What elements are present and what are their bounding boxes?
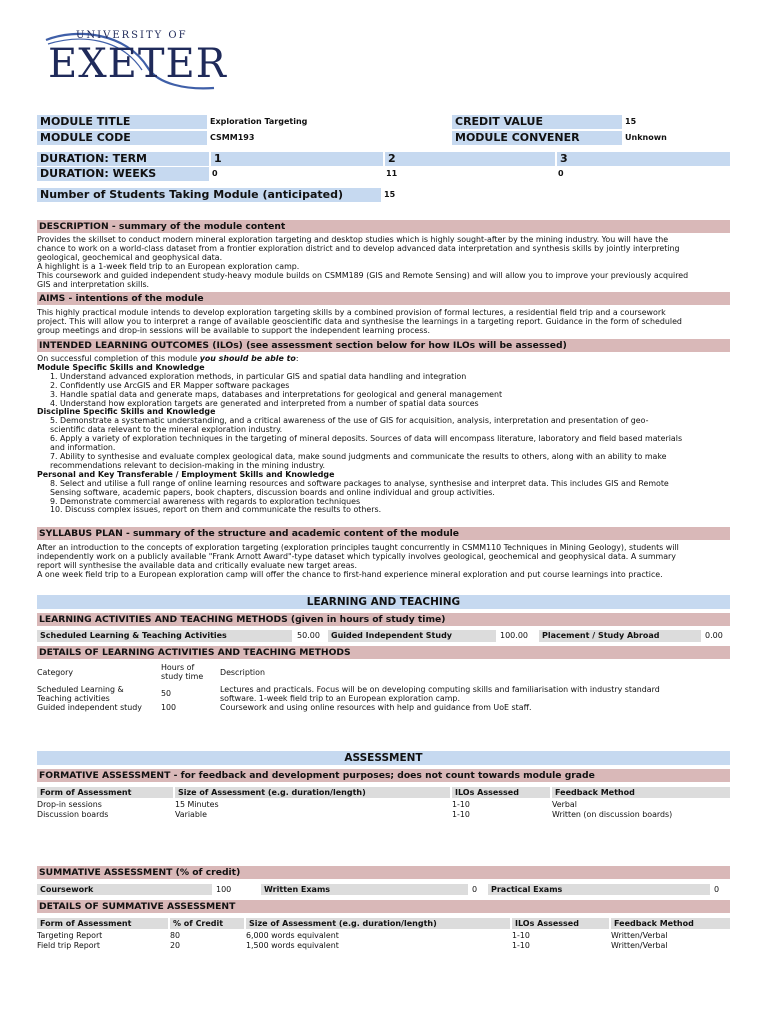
- ilo-item: and information.: [50, 443, 116, 453]
- aims-line: group meetings and drop-in sessions will be available to support the independent learning process.: [37, 325, 431, 335]
- duration-term-label: DURATION: TERM: [37, 152, 209, 166]
- s-col-size: Size of Assessment (e.g. duration/length): [246, 918, 510, 929]
- ilo-item: recommendations relevant to decision-making in the mining industry.: [50, 460, 326, 470]
- students-value: 15: [384, 190, 396, 199]
- credit-value-value: 15: [625, 117, 637, 126]
- syllabus-line: report will synthesise the available data and critically evaluate new target areas.: [37, 560, 358, 570]
- f-row-2-feedback: Written (on discussion boards): [552, 810, 673, 819]
- practical-exams-label: Practical Exams: [488, 884, 710, 895]
- ilos-intro-text: On successful completion of this module: [37, 354, 200, 363]
- ilos-intro-end: :: [295, 354, 299, 363]
- ilos-heading: INTENDED LEARNING OUTCOMES (ILOs) (see assessment section below for how ILOs will be assessed): [37, 339, 730, 352]
- ilos-intro-emphasis: you should be able to: [199, 354, 296, 363]
- f-col-form: Form of Assessment: [37, 787, 173, 798]
- s-col-form: Form of Assessment: [37, 918, 168, 929]
- description-heading: DESCRIPTION - summary of the module content: [37, 220, 730, 233]
- aims-heading: AIMS - intentions of the module: [37, 292, 730, 305]
- term-2: 2: [385, 152, 555, 166]
- s-row-1-size: 6,000 words equivalent: [246, 931, 339, 940]
- la-row-2-category: Guided independent study: [37, 703, 142, 712]
- ilos-text: [37, 355, 730, 515]
- s-row-1-credit: 80: [170, 931, 181, 940]
- la-row-1-category-2: Teaching activities: [37, 694, 110, 703]
- s-col-credit: % of Credit: [170, 918, 244, 929]
- la-row-1-category-1: Scheduled Learning &: [37, 685, 124, 694]
- col-category: Category: [37, 668, 74, 677]
- ilo-item: 8. Select and utilise a full range of online learning resources and software packages to analyse, synthesise and interpret data. This includes GIS and Remote: [50, 478, 669, 488]
- ilo-item: 2. Confidently use ArcGIS and ER Mapper software packages: [50, 380, 290, 390]
- col-description: Description: [220, 668, 265, 677]
- s-row-2-form: Field trip Report: [37, 941, 100, 950]
- learning-details-heading: DETAILS OF LEARNING ACTIVITIES AND TEACHING METHODS: [37, 646, 730, 659]
- aims-text: [37, 309, 730, 336]
- scheduled-value: 50.00: [297, 631, 320, 640]
- description-line: A highlight is a 1-week field trip to an European exploration camp.: [37, 261, 300, 271]
- ilo-item: 6. Apply a variety of exploration techniques in the targeting of mineral deposits. Sources of data will encompass literature, laboratory and field based materials: [50, 434, 683, 444]
- module-title-label: MODULE TITLE: [37, 115, 207, 129]
- la-row-2-desc: Coursework and using online resources with help and guidance from UoE staff.: [220, 703, 532, 712]
- written-exams-value: 0: [472, 885, 478, 894]
- placement-value: 0.00: [705, 631, 723, 640]
- la-row-1-desc-2: software. 1-week field trip to an European exploration camp.: [220, 694, 460, 703]
- s-col-feedback: Feedback Method: [611, 918, 730, 929]
- ilo-item: 9. Demonstrate commercial awareness with regards to exploration techniques: [50, 496, 361, 506]
- module-code-label: MODULE CODE: [37, 131, 207, 145]
- aims-line: project. This will allow you to interpret a range of available geoscientific data and synthesise the learnings in a targeting report. Guidance in the form of scheduled: [37, 316, 682, 326]
- ilo-item: 1. Understand advanced exploration methods, in particular GIS and spatial data handling and integration: [50, 371, 467, 381]
- module-code-value: CSMM193: [210, 133, 255, 142]
- s-col-ilos: ILOs Assessed: [512, 918, 609, 929]
- description-line: Provides the skillset to conduct modern mineral exploration targeting and desktop studies which is highly sought-after by the mining industry. You will have the: [37, 235, 669, 244]
- assessment-heading: ASSESSMENT: [37, 751, 730, 765]
- credit-value-label: CREDIT VALUE: [452, 115, 622, 129]
- students-label: Number of Students Taking Module (anticipated): [37, 188, 381, 202]
- aims-line: This highly practical module intends to develop exploration targeting skills by a combined provision of formal lectures, a residential field trip and a coursework: [37, 308, 666, 317]
- personal-skills-heading: Personal and Key Transferable / Employment Skills and Knowledge: [37, 469, 335, 479]
- s-row-2-ilos: 1-10: [512, 941, 530, 950]
- s-row-2-size: 1,500 words equivalent: [246, 941, 339, 950]
- f-col-ilos: ILOs Assessed: [452, 787, 550, 798]
- description-line: GIS and interpretation skills.: [37, 279, 150, 289]
- ilo-item: 10. Discuss complex issues, report on them and communicate the results to others.: [50, 505, 382, 515]
- syllabus-line: A one week field trip to a European exploration camp will offer the chance to first-hand experience mineral exploration and put course learnings into practice.: [37, 569, 663, 579]
- la-row-2-hours: 100: [161, 703, 177, 712]
- learning-teaching-heading: LEARNING AND TEACHING: [37, 595, 730, 609]
- f-col-feedback: Feedback Method: [552, 787, 730, 798]
- university-logo: [36, 28, 227, 92]
- syllabus-line: independently work on a publicly available "Frank Arnott Award"-type dataset which typically involves geological, geochemical and geophysical data. A summary: [37, 551, 676, 561]
- term-3: 3: [557, 152, 730, 166]
- guided-label: Guided Independent Study: [328, 630, 496, 642]
- learning-activities-heading: LEARNING ACTIVITIES AND TEACHING METHODS (given in hours of study time): [37, 613, 730, 626]
- weeks-2: 11: [386, 169, 398, 178]
- ilo-item: 7. Ability to synthesise and evaluate complex geological data, make sound judgments and communicate the results to others, along with an ability to make: [50, 451, 667, 461]
- module-title-value: Exploration Targeting: [210, 117, 308, 126]
- la-row-1-desc-1: Lectures and practicals. Focus will be on developing computing skills and familiarisation with industry standard: [220, 685, 660, 694]
- description-text: [37, 236, 730, 289]
- f-row-2-form: Discussion boards: [37, 810, 109, 819]
- f-row-2-ilos: 1-10: [452, 810, 470, 819]
- term-1: 1: [211, 152, 383, 166]
- s-row-2-credit: 20: [170, 941, 181, 950]
- s-row-1-form: Targeting Report: [37, 931, 103, 940]
- weeks-3: 0: [558, 169, 564, 178]
- guided-value: 100.00: [500, 631, 528, 640]
- ilo-item: 4. Understand how exploration targets are generated and interpreted from a number of spatial data sources: [50, 398, 479, 408]
- duration-weeks-label: DURATION: WEEKS: [37, 167, 209, 181]
- description-line: geological, geochemical and geophysical data.: [37, 252, 223, 262]
- syllabus-line: After an introduction to the concepts of exploration targeting (exploration principles taught concurrently in CSMM110 Techniques in Mining Geology), students will: [37, 543, 679, 552]
- module-convener-label: MODULE CONVENER: [452, 131, 622, 145]
- ilo-item: 5. Demonstrate a systematic understanding, and a critical awareness of the use of GIS for acquisition, analysis, interpretation and presentation of geo-: [50, 416, 649, 426]
- coursework-label: Coursework: [37, 884, 212, 895]
- syllabus-heading: SYLLABUS PLAN - summary of the structure and academic content of the module: [37, 527, 730, 540]
- ilo-item: 3. Handle spatial data and generate maps, databases and interpretations for geological and general management: [50, 389, 503, 399]
- logo-exeter: EXETER: [48, 41, 227, 87]
- module-convener-value: Unknown: [625, 133, 667, 142]
- syllabus-text: [37, 544, 730, 580]
- weeks-1: 0: [212, 169, 218, 178]
- col-hours-line2: study time: [161, 672, 204, 681]
- logo-university-of: UNIVERSITY OF: [76, 30, 188, 41]
- scheduled-label: Scheduled Learning & Teaching Activities: [37, 630, 292, 642]
- f-row-1-ilos: 1-10: [452, 800, 470, 809]
- discipline-specific-heading: Discipline Specific Skills and Knowledge: [37, 407, 216, 417]
- formative-heading: FORMATIVE ASSESSMENT - for feedback and development purposes; does not count towards module grade: [37, 769, 730, 782]
- f-col-size: Size of Assessment (e.g. duration/length): [175, 787, 450, 798]
- description-line: chance to work on a world-class dataset from a frontier exploration district and to develop advanced data interpretation and synthesis skills by jointly interpreting: [37, 243, 680, 253]
- f-row-1-form: Drop-in sessions: [37, 800, 102, 809]
- f-row-1-size: 15 Minutes: [175, 800, 219, 809]
- module-specific-heading: Module Specific Skills and Knowledge: [37, 362, 205, 372]
- f-row-2-size: Variable: [175, 810, 207, 819]
- ilo-item: Sensing software, academic papers, book chapters, discussion boards and online individual and group activities.: [50, 487, 495, 497]
- written-exams-label: Written Exams: [261, 884, 468, 895]
- placement-label: Placement / Study Abroad: [539, 630, 701, 642]
- description-line: This coursework and guided independent study-heavy module builds on CSMM189 (GIS and Remote Sensing) and will allow you to improve your previously acquired: [37, 270, 689, 280]
- summative-heading: SUMMATIVE ASSESSMENT (% of credit): [37, 866, 730, 879]
- summative-details-heading: DETAILS OF SUMMATIVE ASSESSMENT: [37, 900, 730, 913]
- ilo-item: scientific data relevant to the mineral exploration industry.: [50, 425, 283, 435]
- la-row-1-hours: 50: [161, 689, 172, 698]
- s-row-1-feedback: Written/Verbal: [611, 931, 668, 940]
- f-row-1-feedback: Verbal: [552, 800, 577, 809]
- s-row-1-ilos: 1-10: [512, 931, 530, 940]
- practical-exams-value: 0: [714, 885, 720, 894]
- coursework-value: 100: [216, 885, 232, 894]
- s-row-2-feedback: Written/Verbal: [611, 941, 668, 950]
- col-hours-line1: Hours of: [161, 663, 195, 672]
